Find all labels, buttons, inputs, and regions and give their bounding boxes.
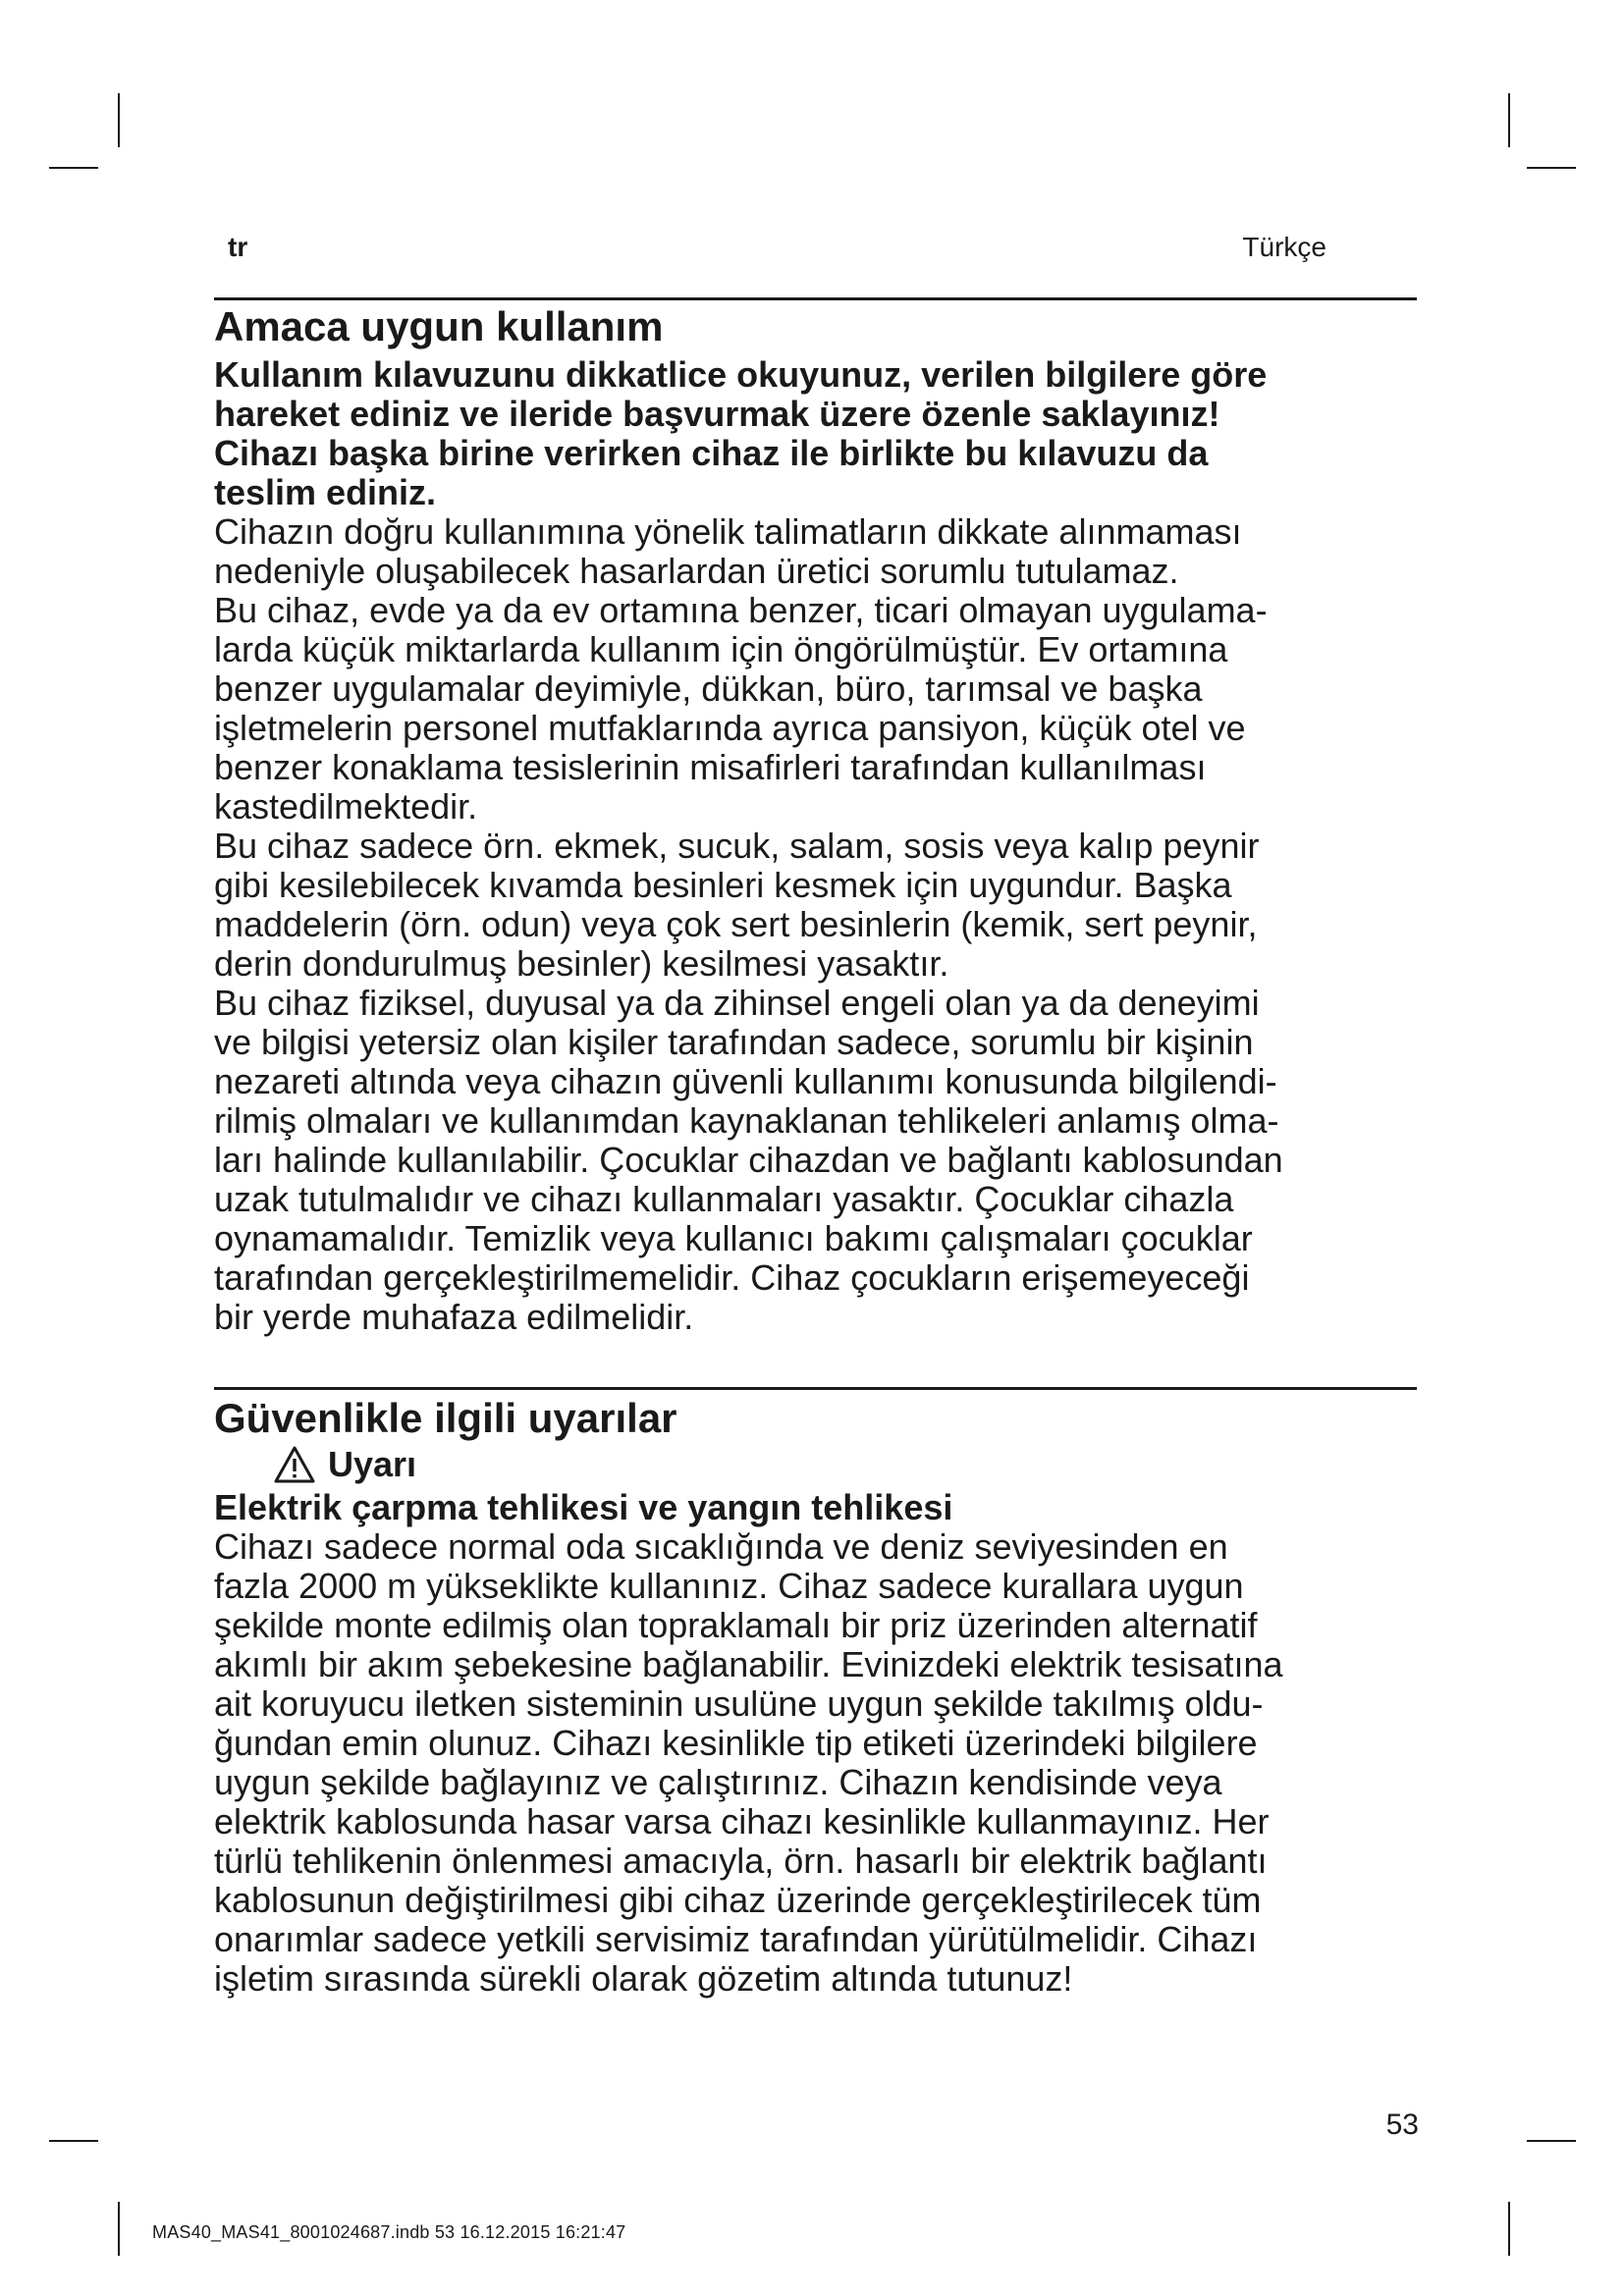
- body-line: uygun şekilde bağlayınız ve çalıştırınız. Cihazın kendisinde veya: [214, 1762, 1222, 1802]
- page-number: 53: [1385, 2109, 1419, 2141]
- body-line: benzer uygulamalar deyimiyle, dükkan, büro, tarımsal ve başka: [214, 668, 1203, 709]
- lead-line: teslim ediniz.: [214, 472, 437, 512]
- body-line: elektrik kablosunda hasar varsa cihazı kesinlikle kullanmayınız. Her: [214, 1801, 1270, 1842]
- section-divider: [214, 1387, 1417, 1390]
- section-divider: [214, 297, 1417, 300]
- body-line: maddelerin (örn. odun) veya çok sert besinlerin (kemik, sert peynir,: [214, 904, 1258, 944]
- body-line: kastedilmektedir.: [214, 786, 478, 827]
- body-line: ğundan emin olunuz. Cihazı kesinlikle tip etiketi üzerindeki bilgilere: [214, 1723, 1258, 1763]
- lead-text: [214, 355, 1422, 512]
- body-line: fazla 2000 m yükseklikte kullanınız. Cihaz sadece kurallara uygun: [214, 1566, 1244, 1606]
- body-line: kablosunun değiştirilmesi gibi cihaz üzerinde gerçekleştirilecek tüm: [214, 1880, 1262, 1920]
- body-line: derin dondurulmuş besinler) kesilmesi yasaktır.: [214, 943, 949, 984]
- section-title: Amaca uygun kullanım: [214, 303, 664, 349]
- crop-mark: [1527, 167, 1576, 169]
- body-text: [214, 1527, 1422, 1999]
- body-text: [214, 512, 1422, 1337]
- body-line: larda küçük miktarlarda kullanım için öngörülmüştür. Ev ortamına: [214, 629, 1228, 669]
- body-line: bir yerde muhafaza edilmelidir.: [214, 1297, 694, 1337]
- crop-mark: [1508, 2202, 1510, 2256]
- body-line: Bu cihaz fiziksel, duyusal ya da zihinsel engeli olan ya da deneyimi: [214, 983, 1260, 1023]
- section-title: Güvenlikle ilgili uyarılar: [214, 1395, 677, 1441]
- body-line: nezareti altında veya cihazın güvenli kullanımı konusunda bilgilendi-: [214, 1061, 1277, 1101]
- body-line: şekilde monte edilmiş olan topraklamalı bir priz üzerinden alternatif: [214, 1605, 1258, 1645]
- print-file-info: MAS40_MAS41_8001024687.indb 53 16.12.2015 16:21:47: [152, 2222, 626, 2242]
- body-line: işletim sırasında sürekli olarak gözetim altında tutunuz!: [214, 1958, 1073, 1999]
- warning-label: Uyarı: [328, 1444, 417, 1484]
- crop-mark: [1527, 2140, 1576, 2142]
- body-line: oynamamalıdır. Temizlik veya kullanıcı bakımı çalışmaları çocuklar: [214, 1218, 1253, 1258]
- body-line: Cihazın doğru kullanımına yönelik talimatların dikkate alınmaması: [214, 511, 1242, 552]
- crop-mark: [49, 2140, 98, 2142]
- body-line: tarafından gerçekleştirilmemelidir. Cihaz çocukların erişemeyeceği: [214, 1257, 1250, 1298]
- lead-line: Kullanım kılavuzunu dikkatlice okuyunuz, verilen bilgilere göre: [214, 354, 1268, 395]
- body-line: Bu cihaz, evde ya da ev ortamına benzer, ticari olmayan uygulama-: [214, 590, 1268, 630]
- crop-mark: [1508, 93, 1510, 147]
- crop-mark: [118, 2202, 120, 2256]
- warning-triangle-icon: [273, 1445, 316, 1484]
- language-code: tr: [228, 232, 248, 262]
- body-line: ları halinde kullanılabilir. Çocuklar cihazdan ve bağlantı kablosundan: [214, 1140, 1283, 1180]
- section-safety-warnings: [214, 1394, 1422, 1999]
- language-name: Türkçe: [1242, 232, 1326, 262]
- body-line: ve bilgisi yetersiz olan kişiler tarafından sadece, sorumlu bir kişinin: [214, 1022, 1254, 1062]
- body-line: Cihazı sadece normal oda sıcaklığında ve deniz seviyesinden en: [214, 1526, 1228, 1567]
- body-line: gibi kesilebilecek kıvamda besinleri kesmek için uygundur. Başka: [214, 865, 1232, 905]
- body-line: benzer konaklama tesislerinin misafirleri tarafından kullanılması: [214, 747, 1207, 787]
- section-intended-use: [214, 302, 1422, 1337]
- body-line: nedeniyle oluşabilecek hasarlardan üretici sorumlu tutulamaz.: [214, 551, 1179, 591]
- body-line: işletmelerin personel mutfaklarında ayrıca pansiyon, küçük otel ve: [214, 708, 1246, 748]
- body-line: türlü tehlikenin önlenmesi amacıyla, örn. hasarlı bir elektrik bağlantı: [214, 1841, 1268, 1881]
- lead-line: Cihazı başka birine verirken cihaz ile birlikte bu kılavuzu da: [214, 433, 1209, 473]
- body-line: ait koruyucu iletken sisteminin usulüne uygun şekilde takılmış oldu-: [214, 1683, 1264, 1724]
- crop-mark: [118, 93, 120, 147]
- warning-heading: [273, 1445, 1422, 1484]
- body-line: Bu cihaz sadece örn. ekmek, sucuk, salam, sosis veya kalıp peynir: [214, 826, 1260, 866]
- body-line: rilmiş olmaları ve kullanımdan kaynaklanan tehlikeleri anlamış olma-: [214, 1100, 1279, 1141]
- crop-mark: [49, 167, 98, 169]
- body-line: akımlı bir akım şebekesine bağlanabilir. Evinizdeki elektrik tesisatına: [214, 1644, 1283, 1684]
- body-line: onarımlar sadece yetkili servisimiz tarafından yürütülmelidir. Cihazı: [214, 1919, 1258, 1959]
- lead-line: hareket ediniz ve ileride başvurmak üzere özenle saklayınız!: [214, 394, 1220, 434]
- hazard-subheading: Elektrik çarpma tehlikesi ve yangın tehlikesi: [214, 1487, 953, 1527]
- body-line: uzak tutulmalıdır ve cihazı kullanmaları yasaktır. Çocuklar cihazla: [214, 1179, 1234, 1219]
